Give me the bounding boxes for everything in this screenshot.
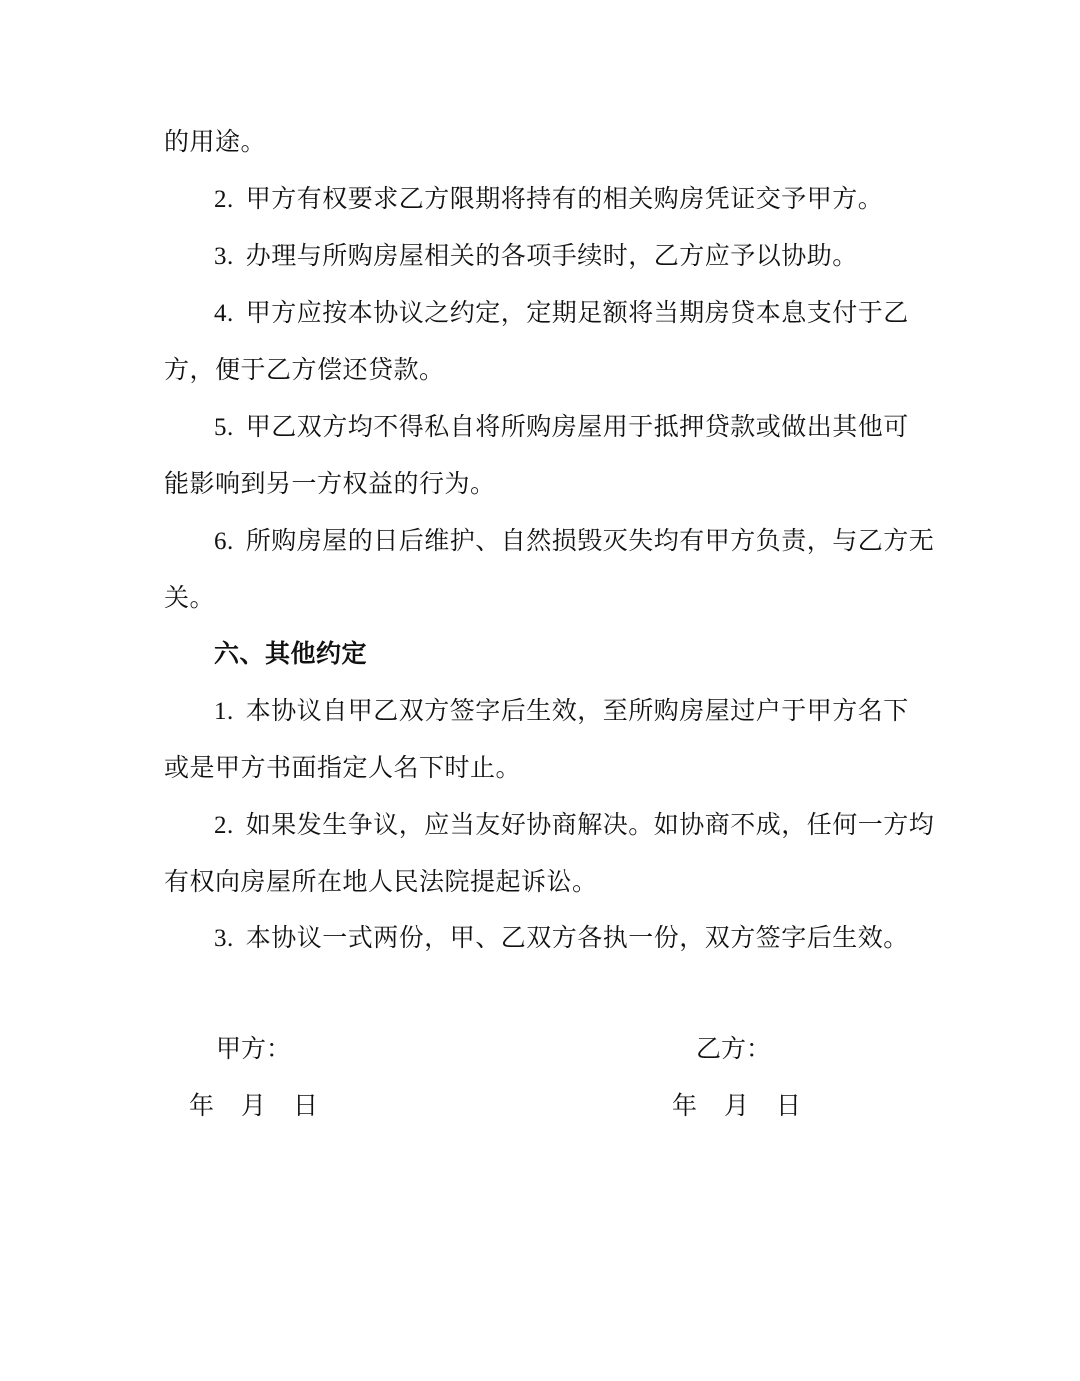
list-item: [214, 236, 974, 277]
item-text-continuation: 方，便于乙方偿还贷款。: [164, 355, 445, 384]
list-item-continuation: [164, 350, 924, 390]
item-text: 本协议一式两份，甲、乙双方各执一份，双方签字后生效。: [245, 923, 909, 952]
party-b-signature-label: [696, 1029, 771, 1069]
item-text-continuation: 或是甲方书面指定人名下时止。: [164, 753, 522, 782]
item-number: 5.: [214, 414, 234, 441]
party-a-signature-label: [216, 1029, 291, 1069]
list-item: [214, 691, 974, 732]
party-b-date: [672, 1086, 801, 1126]
list-item: [214, 293, 974, 334]
date-month: 月: [241, 1091, 267, 1120]
item-number: 3.: [214, 243, 234, 270]
party-a-date: [189, 1086, 318, 1126]
date-day: 日: [776, 1091, 802, 1120]
paragraph-text: 的用途。: [164, 127, 267, 156]
date-year: 年: [189, 1091, 215, 1120]
list-item: [214, 805, 974, 846]
list-item: [214, 179, 974, 220]
list-item-continuation: [164, 748, 924, 788]
item-text: 甲方有权要求乙方限期将持有的相关购房凭证交予甲方。: [245, 184, 884, 213]
party-b-label: 乙方：: [696, 1034, 772, 1063]
party-a-label: 甲方：: [216, 1034, 292, 1063]
list-item-continuation: [164, 862, 924, 902]
item-text: 甲方应按本协议之约定，定期足额将当期房贷本息支付于乙: [245, 298, 909, 327]
item-number: 2.: [214, 812, 234, 839]
item-text-continuation: 有权向房屋所在地人民法院提起诉讼。: [164, 867, 598, 896]
item-text: 甲乙双方均不得私自将所购房屋用于抵押贷款或做出其他可: [245, 412, 909, 441]
list-item: [214, 407, 974, 448]
item-number: 4.: [214, 300, 234, 327]
paragraph-continuation: [164, 122, 924, 162]
date-year: 年: [672, 1091, 698, 1120]
item-number: 3.: [214, 925, 234, 952]
item-text: 办理与所购房屋相关的各项手续时，乙方应予以协助。: [245, 241, 858, 270]
section-heading: [214, 634, 974, 674]
item-text-continuation: 关。: [164, 583, 216, 612]
item-text-continuation: 能影响到另一方权益的行为。: [164, 469, 496, 498]
list-item: [214, 918, 974, 959]
item-number: 1.: [214, 698, 234, 725]
list-item: [214, 521, 974, 562]
item-number: 2.: [214, 186, 234, 213]
item-text: 本协议自甲乙双方签字后生效，至所购房屋过户于甲方名下: [245, 696, 909, 725]
list-item-continuation: [164, 578, 924, 618]
item-number: 6.: [214, 528, 234, 555]
item-text: 如果发生争议，应当友好协商解决。如协商不成，任何一方均: [245, 810, 935, 839]
list-item-continuation: [164, 464, 924, 504]
heading-text: 六、其他约定: [214, 639, 368, 668]
date-day: 日: [293, 1091, 319, 1120]
date-month: 月: [724, 1091, 750, 1120]
item-text: 所购房屋的日后维护、自然损毁灭失均有甲方负责，与乙方无: [245, 526, 935, 555]
